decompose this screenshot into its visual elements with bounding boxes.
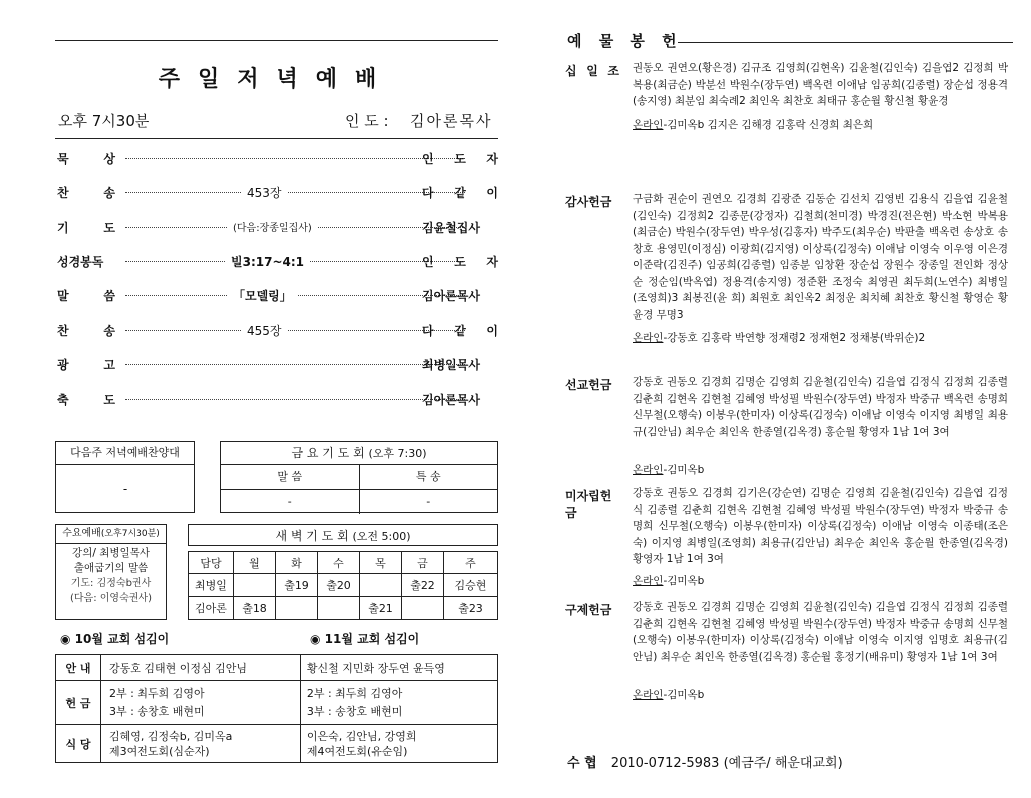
- offering-title: 예 물 봉 헌: [567, 32, 683, 50]
- target-icon: ◉: [310, 632, 321, 646]
- dawn-header-row: 담당 월 화 수 목 금 주: [189, 552, 498, 574]
- order-row: 말 씀 「모델링」 김아론목사: [57, 289, 480, 303]
- friday-col-special: 특 송: [415, 470, 441, 483]
- section-names: 강동호 권동오 김경희 김명순 김영희 김윤철(김인숙) 김을엽 김정식 김정희 김종렬 김춘희 김현옥 김현철 김혜영 박성필 박원수(장두연) 박정자 박중규 송명희 신무철(오행숙) 이봉우(한미자) 이상록(김정숙) 이애남 이영숙 이지영 임명호 최용규(김안님) 최우순 최인옥 한종열(김옥경) 홍순월 홍정기(배유미) 황영자 1남 1여 3여: [633, 601, 1008, 663]
- section-label: 선교헌금: [565, 378, 612, 392]
- dawn-row: 최병일 출19 출20 출22 김승현: [189, 574, 498, 597]
- friday-val-special: -: [426, 495, 431, 508]
- section-names: 강동호 권동오 김경희 김명순 김영희 김윤철(김인숙) 김을엽 김정식 김정희 김종렬 김춘희 김현옥 김현철 김혜영 박성필 박원수(장두연) 박정자 박중규 백옥련 송명희 신무철(오행숙) 이봉우(한미자) 이상록(김정숙) 이애남 이영숙 이지영 최병일 최용규(김안님) 최우순 최인옥 한종열(김옥경) 홍순월 황영자 1남 1여 3여: [633, 376, 1008, 438]
- order-row: 찬 송 453장 다 같 이: [57, 186, 498, 200]
- online-line: 온라인-김미옥b: [633, 464, 705, 476]
- friday-title: 금 요 기 도 회: [291, 446, 365, 460]
- section-label: 감사헌금: [565, 195, 612, 209]
- page-title: 주일저녁예배: [158, 67, 395, 92]
- online-line: 온라인-김미옥b: [633, 575, 705, 587]
- section-names: 강동호 권동오 김경희 김기은(강순연) 김명순 김영희 김윤철(김인숙) 김을엽 김정식 김종렬 김춘희 김현옥 김현철 김혜영 박성필 박원수(장두연) 박정자 박중규 송명희 신무철(오행숙) 이봉우(한미자) 이상록(김정숙) 이애남 이영숙 이종태(조은숙) 이지영 최병일(조영희) 최용규(김안님) 최우순 최인옥 홍순월 한종열(김옥경) 황영자 1남 1여 3여: [633, 487, 1008, 565]
- choir-label: 다음주 저녁예배찬양대: [56, 442, 194, 465]
- dawn-table: [188, 551, 498, 620]
- online-line: 온라인-강동호 김홍락 박연향 정재령2 정재현2 정채봉(박위순)2: [633, 332, 926, 344]
- online-line: 온라인-김미옥b: [633, 689, 705, 701]
- section-label: 십 일 조: [565, 64, 619, 78]
- leader-name: 김아론목사: [410, 112, 493, 130]
- friday-val-sermon: -: [221, 490, 360, 514]
- account-line: [567, 752, 843, 771]
- offering-title-rule: [678, 42, 1013, 43]
- servants-table: [55, 654, 498, 763]
- wednesday-line4: (다음: 이영숙권사): [70, 593, 152, 604]
- wednesday-box: [55, 524, 167, 620]
- order-row: 묵 상 인 도 자: [57, 152, 498, 166]
- servants-row: 안 내 강동호 김태현 이정심 김안님 황신철 지민화 장두연 윤득영: [56, 655, 498, 681]
- online-line: 온라인-김미옥b 김지은 김해경 김홍락 신경희 최은희: [633, 119, 874, 131]
- section-names: 권동오 권연오(황은경) 김규조 김영희(김현옥) 김윤철(김인숙) 김을엽2 김정희 박복용(최금순) 박분선 박원수(장두연) 백옥련 이애남 임공희(김종렬) 장순섭 정용격(송지영) 최분임 최숙례2 최인옥 최찬호 최태규 홍순월 황신철 황윤경: [633, 62, 1008, 107]
- leader-label: 인 도 :: [345, 112, 389, 130]
- top-rule: [55, 40, 498, 41]
- friday-col-sermon: 말 씀: [221, 465, 360, 489]
- dawn-title: 새 벽 기 도 회: [275, 529, 349, 543]
- choir-box: [55, 441, 195, 513]
- wednesday-line3: 기도: 김정숙b권사: [70, 578, 152, 589]
- order-top-rule: [55, 138, 498, 139]
- section-names: 구금화 권순이 권연오 김경희 김광준 김동순 김선치 김영빈 김용식 김을엽 김윤철(김인숙) 김정희2 김종문(강정자) 김철희(천미경) 박경진(전은현) 박소현 박복용(최금순) 박원수(장두연) 박우성(김홍자) 박주도(최우순) 박판출 백옥련 송상호 송창호 용영민(이정심) 이광희(김지영) 이상록(김정숙) 이애남 이영숙 이우영 이은경 이준락(김진주) 임공희(김종렬) 임종분 임창환 장순섭 장원수 장종일 전인화 정상순 정순임(박옥엽) 정용격(송지영) 정준환 조정숙 최영권 최두희(노연수) 최병일(조영희)3 최봉진(윤 희) 최원호 최인옥2 최정운 최치혜 최찬호 황신철 황영순 황윤경 무명3: [633, 193, 1008, 321]
- choir-value: -: [122, 482, 128, 496]
- wednesday-line2: 출애굽기의 말씀: [73, 562, 149, 574]
- dawn-row: 김아론 출18 출21 출23: [189, 597, 498, 620]
- servants-row: 식 당 김혜영, 김정숙b, 김미옥a 제3여전도회(심순자) 이은숙, 김안님, 강영희 제4여전도회(유순임): [56, 725, 498, 763]
- dawn-time: (오전 5:00): [352, 530, 411, 543]
- order-row: 성경봉독 빌3:17~4:1 인 도 자: [57, 255, 498, 269]
- serve-oct-title: 10월 교회 섬김이: [74, 632, 170, 646]
- servants-row: 헌 금 2부 : 최두희 김영아 3부 : 송창호 배현미 2부 : 최두희 김영아 3부 : 송창호 배현미: [56, 681, 498, 725]
- section-label: 구제헌금: [565, 603, 612, 617]
- wednesday-title: 수요예배: [62, 528, 101, 539]
- order-row: 기 도 (다음:장종일집사) 김윤철집사: [57, 221, 480, 235]
- serve-nov-title: 11월 교회 섬김이: [324, 632, 420, 646]
- account-label: 수 협: [567, 756, 597, 771]
- order-row: 축 도 김아론목사: [57, 393, 480, 407]
- friday-time: (오후 7:30): [368, 447, 427, 460]
- order-row: 광 고 최병일목사: [57, 358, 480, 372]
- wednesday-time: (오후7시30분): [100, 529, 160, 539]
- order-row: 찬 송 455장 다 같 이: [57, 324, 498, 338]
- service-time: 오후 7시30분: [58, 112, 150, 130]
- friday-prayer-box: [220, 441, 498, 513]
- target-icon: ◉: [60, 632, 71, 646]
- section-label: 미자립헌금: [565, 489, 612, 520]
- dawn-title-box: [188, 524, 498, 546]
- account-number: 2010-0712-5983 (예금주/ 해운대교회): [610, 756, 843, 771]
- wednesday-line1: 강의/ 최병일목사: [72, 547, 150, 559]
